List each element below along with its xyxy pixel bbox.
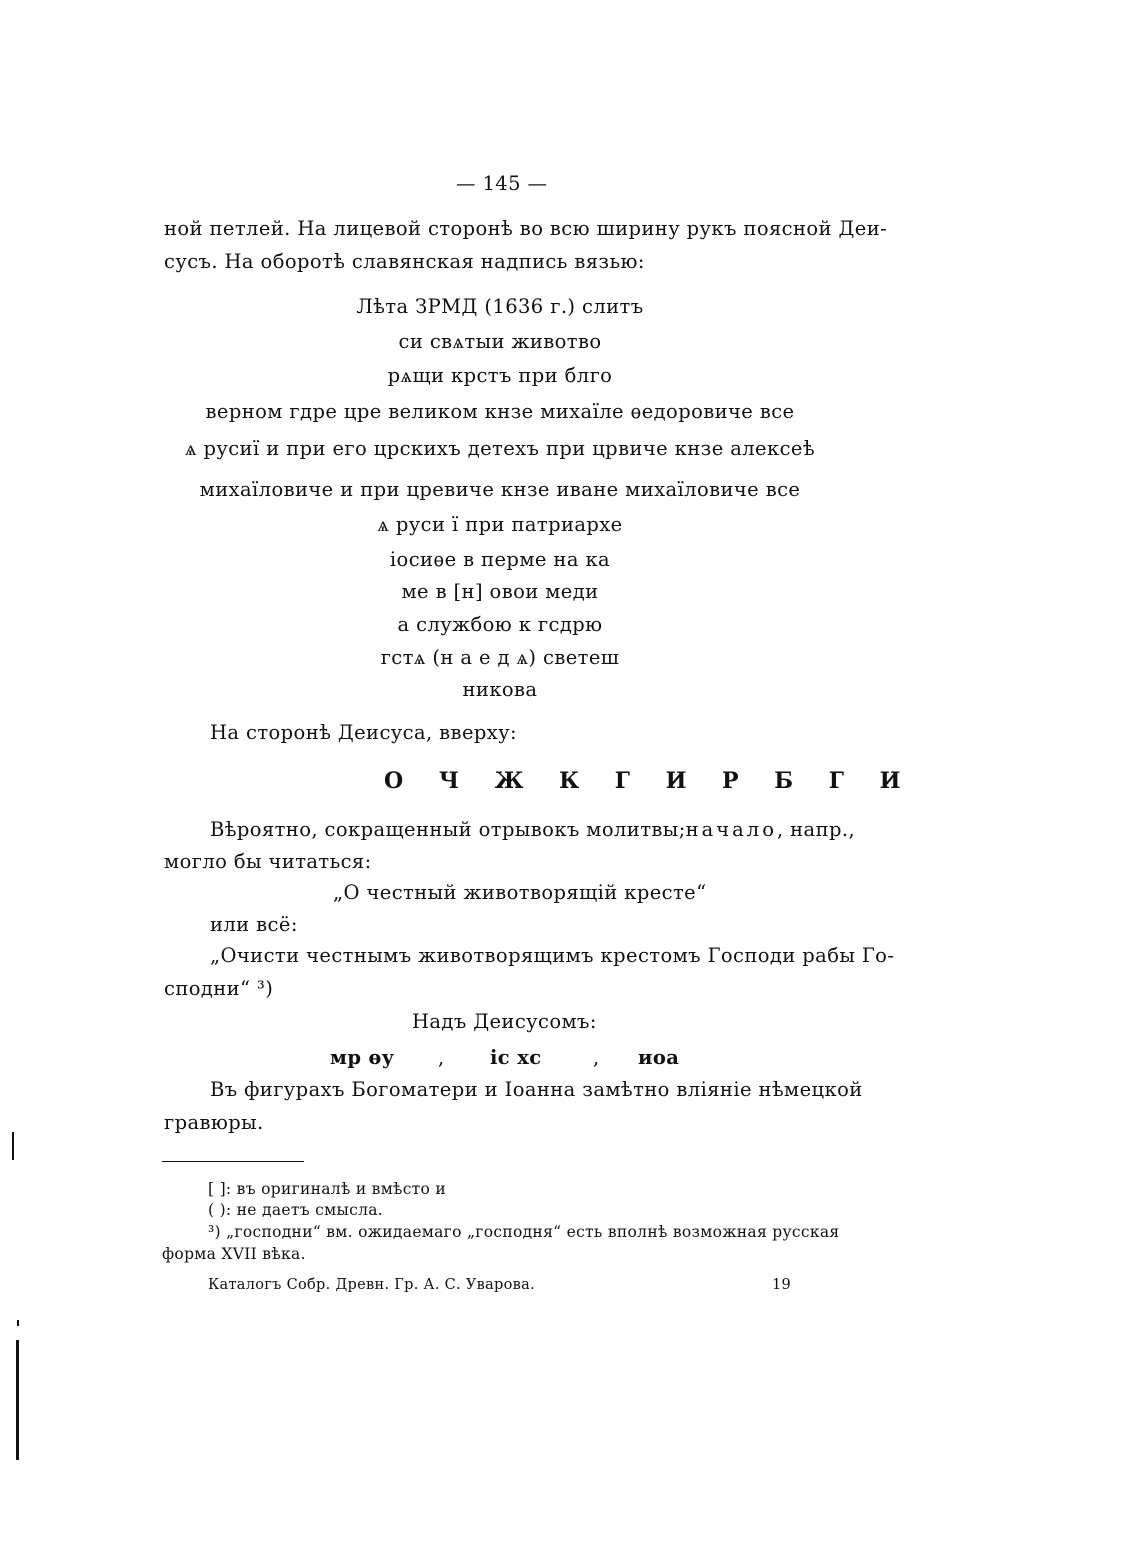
- scan-margin-line: [16, 1340, 19, 1460]
- inscription-line: Лѣта ЗРМД (1636 г.) слитъ: [356, 295, 644, 318]
- footer-catalog: Каталогъ Собр. Древн. Гр. А. С. Уварова.: [208, 1277, 535, 1293]
- abbrev-comma: ,: [593, 1046, 600, 1069]
- inscription-line: никова: [462, 678, 538, 701]
- paragraph-line: ной петлей. На лицевой сторонѣ во всю ширину рукъ поясной Деи-: [164, 217, 888, 240]
- paragraph-line: сусъ. На оборотѣ славянская надпись вязью:: [164, 250, 645, 273]
- footnote: [ ]: въ оригиналѣ и вмѣсто и: [208, 1180, 447, 1198]
- paragraph-line: „Очисти честнымъ животворящимъ крестомъ Господи рабы Го-: [210, 944, 895, 967]
- inscription-line: рѧщи крстъ при блго: [387, 364, 613, 387]
- paragraph-line: могло бы читаться:: [164, 850, 372, 873]
- footnote: ( ): не даетъ смысла.: [208, 1201, 383, 1219]
- page-number: — 145 —: [456, 172, 548, 195]
- paragraph-line: гравюры.: [164, 1111, 264, 1134]
- inscription-line: си свѧтыи животво: [398, 330, 602, 353]
- paragraph-line: сподни“ ³): [164, 977, 274, 1000]
- inscription-line: верном гдре цре великом кнзе михаїле ѳедоровиче все: [205, 400, 795, 423]
- above-deisus: Надъ Деисусомъ:: [412, 1010, 597, 1033]
- footnote: форма XVII вѣка.: [162, 1245, 306, 1263]
- abbrev-mother-of-god: мр ѳу: [330, 1046, 395, 1069]
- text-span: , напр.,: [776, 818, 856, 841]
- inscription-line: ме в [н] овои меди: [401, 580, 599, 603]
- abbrev-jesus-christ: іс хс: [490, 1046, 542, 1069]
- or-all: или всё:: [210, 913, 298, 936]
- text-span: [686, 818, 855, 841]
- footnote: ³) „господни“ вм. ожидаемаго „господня“ есть вполнѣ возможная русская: [208, 1223, 840, 1241]
- deisus-heading: На сторонѣ Деисуса, вверху:: [210, 721, 518, 744]
- abbrev-comma: ,: [438, 1046, 445, 1069]
- paragraph-line: Въ фигурахъ Богоматери и Іоанна замѣтно вліяніе нѣмецкой: [210, 1078, 863, 1101]
- inscription-line: михаїловиче и при цревиче кнзе иване михаїловиче все: [199, 478, 801, 501]
- inscription-line: ѧ русиї и при его црскихъ детехъ при црвиче кнзе алексеѣ: [184, 437, 815, 460]
- quote-1: „О честный животворящій кресте“: [333, 881, 707, 904]
- spaced-word: начало: [685, 818, 777, 841]
- abbrev-john: иоа: [638, 1046, 680, 1069]
- paragraph-line: [210, 818, 856, 841]
- footer-signature: 19: [772, 1277, 792, 1293]
- scan-margin-dot: [17, 1320, 19, 1326]
- scan-margin-dot: [12, 1132, 14, 1160]
- inscription-line: а службою к гсдрю: [397, 613, 603, 636]
- text-span: Вѣроятно, сокращенный отрывокъ молитвы;: [210, 818, 686, 841]
- inscription-line: іосиѳе в перме на ка: [389, 548, 611, 571]
- footnote-rule: [162, 1161, 304, 1162]
- inscription-line: ѧ руси ї при патриархе: [377, 513, 623, 536]
- inscription-line: гстѧ (н а е д ѧ) светеш: [380, 646, 620, 669]
- decorative-letters: О Ч Ж К Г И Р Б Г И: [384, 768, 915, 794]
